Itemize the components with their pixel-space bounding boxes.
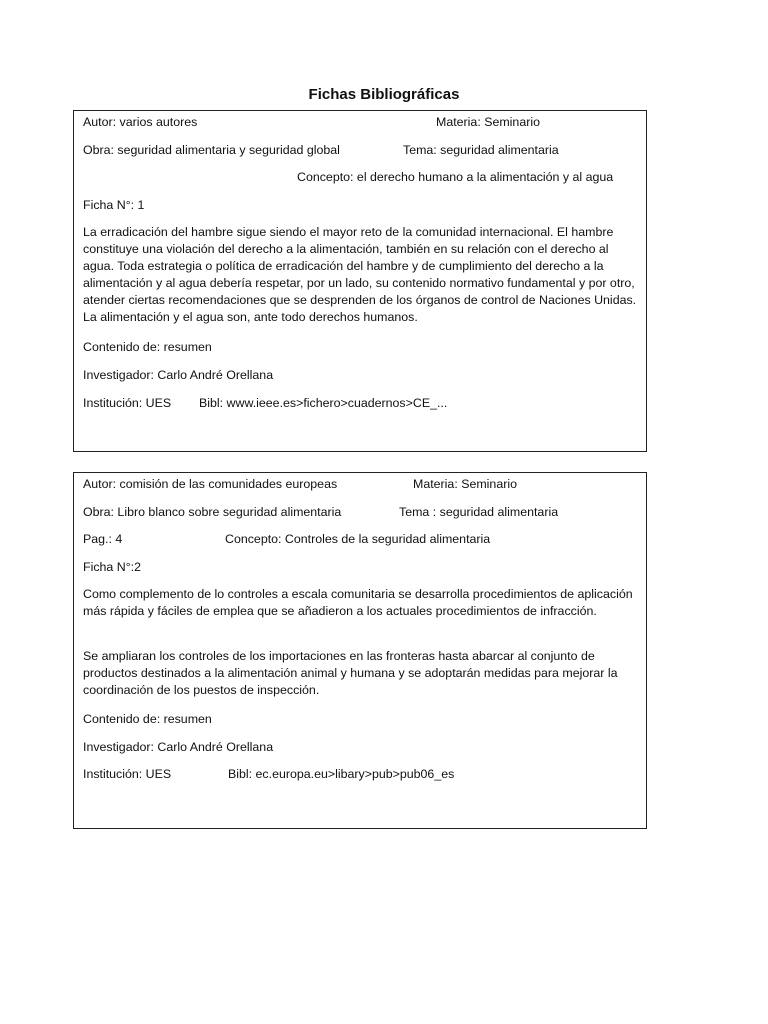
investigador-label: Investigador: Carlo André Orellana — [83, 740, 274, 754]
investigador-label: Investigador: Carlo André Orellana — [83, 368, 274, 382]
contenido-label: Contenido de: resumen — [83, 712, 212, 726]
bibl-label: Bibl: www.ieee.es>fichero>cuadernos>CE_... — [199, 396, 448, 410]
ficha-text: La erradicación del hambre sigue siendo el mayor reto de la comunidad internacional. El hambre constituye una violación del derecho a la alimentación, también en su relación con el derecho al agua. Toda estrategia o política de erradicación del hambre y de cumplimiento del derecho a la alimentación y al agua debería respetar, por un lado, su contenido normativo fundamental y por otro, atender ciertas recomendaciones que se desprenden de los órganos de control de Naciones Unidas. La alimentación y el agua son, ante todo derechos humanos. — [83, 225, 637, 324]
bibl-label: Bibl: ec.europa.eu>libary>pub>pub06_es — [228, 767, 455, 781]
ficha-text-2: Se ampliaran los controles de los importaciones en las fronteras hasta abarcar al conjunto de productos destinados a la alimentación animal y humana y se adoptarán medidas para mejorar la coordinación de los puestos de inspección. — [83, 649, 618, 697]
obra-label: Obra: Libro blanco sobre seguridad alimentaria — [83, 505, 342, 519]
concepto-label: Concepto: el derecho humano a la alimentación y al agua — [297, 170, 614, 184]
ficha-number: Ficha N°:2 — [83, 560, 141, 574]
contenido-label: Contenido de: resumen — [83, 340, 212, 354]
ficha-card-2 — [73, 472, 647, 829]
institucion-label: Institución: UES — [83, 396, 172, 410]
obra-label: Obra: seguridad alimentaria y seguridad global — [83, 143, 340, 157]
materia-label: Materia: Seminario — [436, 115, 540, 129]
pag-label: Pag.: 4 — [83, 532, 123, 546]
autor-label: Autor: comisión de las comunidades europeas — [83, 477, 338, 491]
ficha-text-1: Como complemento de lo controles a escala comunitaria se desarrolla procedimientos de aplicación más rápida y fáciles de emplea que se añadieron a los actuales procedimientos de infracción. — [83, 587, 633, 618]
tema-label: Tema : seguridad alimentaria — [399, 505, 559, 519]
autor-label: Autor: varios autores — [83, 115, 198, 129]
concepto-label: Concepto: Controles de la seguridad alimentaria — [225, 532, 491, 546]
page-title: Fichas Bibliográficas — [308, 86, 460, 103]
institucion-label: Institución: UES — [83, 767, 172, 781]
tema-label: Tema: seguridad alimentaria — [403, 143, 559, 157]
materia-label: Materia: Seminario — [413, 477, 517, 491]
ficha-card-1 — [73, 110, 647, 452]
ficha-number: Ficha N°: 1 — [83, 198, 145, 212]
